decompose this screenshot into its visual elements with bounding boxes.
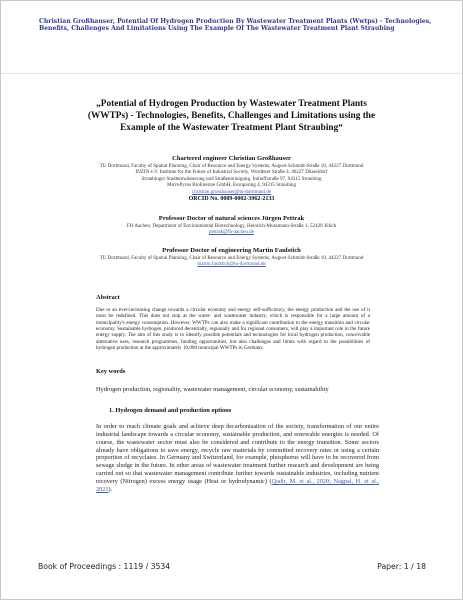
header-divider bbox=[1, 73, 462, 74]
author-affiliation: INZIN e.V. Institute for the Future of Industrial Society, Wordener Straße 4, 46227 Düsseldorf bbox=[135, 169, 328, 176]
author-email-link[interactable]: pettrak@fh-aachen.de bbox=[209, 229, 254, 236]
author-email-link[interactable]: martin.faulstich@tu-dortmund.de bbox=[197, 261, 266, 268]
author-email-link[interactable]: christian.grosshauser@tu-dortmund.de bbox=[191, 188, 272, 195]
section-body bbox=[96, 423, 379, 494]
author-affiliation: Straubinger Stadtentwässerung und Straßenreinigung, Imhoffstraße 97, 94315 Straubing bbox=[141, 175, 322, 182]
author-affiliation: TU Dortmund, Faculty of Spatial Planning, Chair of Resource and Energy Systems, August-Schmidt-Straße 10, 44227 Dortmund bbox=[99, 163, 364, 169]
page-footer bbox=[38, 562, 426, 571]
author-block-2 bbox=[61, 214, 402, 236]
author-name: Professor Doctor of engineering Martin Faulstich bbox=[162, 247, 301, 254]
author-affiliation: FH Aachen, Department of Environmental Biotechnology, Heinrich-Mussmann-Straße 1, 52428 Jülich bbox=[126, 223, 337, 229]
author-block-1 bbox=[61, 154, 402, 203]
section-text-end: ). bbox=[108, 485, 113, 493]
section-heading: 1. Hydrogen demand and production options bbox=[109, 407, 232, 414]
keywords-heading: Key words bbox=[96, 368, 126, 375]
abstract-heading: Abstract bbox=[96, 294, 120, 301]
paper-title: „Potential of Hydrogen Production by Wastewater Treatment Plants (WWTPs) - Technologies, Benefits, Challenges and Limitations using the Example of the Wastewater Treatment Plant Straubing“ bbox=[87, 99, 376, 133]
citation-link[interactable]: Qadir, M. et al., 2020; Nagpal, H. et al., 2021 bbox=[96, 477, 379, 493]
book-of-proceedings-counter: Book of Proceedings : 1119 / 3534 bbox=[38, 562, 171, 571]
abstract-text: Due to an ever-increasing change towards a circular economy and energy self-sufficiency, the energy production and the use of it must be redefined. This does not stop at the water- and wastewater industry, which is responsible for a large amount of a municipality's energy consumption. However, WWTPs can also make a significant contribution to the energy transition and circular economy. Sustainable hydrogen, produced decentrally, regionally and for regional consumers, will play a important role in the future energy supply. The aim of this study is to identify possible potentials and technologies for local hydrogen production, conceivable alternative uses, research programmes, funding opportunities, but also challenges and limits with regard to the possibilities of hydrogen production at the approximately 10,000 municipal WWTPs in Germany. bbox=[96, 307, 370, 352]
keywords-text: Hydrogen production, regionality, wastewater management, circular economy, sustainability bbox=[96, 386, 329, 393]
author-affiliation: MicroPyros BioEnerize GmbH, Europaring 4, 94315 Straubing bbox=[166, 182, 297, 189]
running-head: Christian Großhauser, Potential Of Hydrogen Production By Wastewater Treatment Plants (Wwtps) - Technologies, Benefits, Challenges And Limitations Using The Example Of The Wastewater Treatment Plant Straubing bbox=[39, 18, 432, 33]
author-name: Chartered engineer Christian Großhauser bbox=[172, 155, 291, 162]
author-block-3 bbox=[61, 246, 402, 268]
author-affiliation: TU Dortmund, Faculty of Spatial Planning, Chair of Resource and Energy Systems, August-Schmidt-Straße 10, 44227 Dortmund bbox=[99, 255, 364, 261]
paper-page-counter: Paper: 1 / 18 bbox=[377, 562, 426, 571]
orcid-number: ORCID No. 0009-0002-3962-2133 bbox=[188, 196, 275, 203]
section-text: In order to reach climate goals and achieve deep decarbonisation of the society, transformation of our entire industrial landscape towards a circular economy, sustainable production, and renewable energies is needed. Of course, the wastewater sector must also be considered and contribute to the energy transition. Some sectors already have obligations to save energy, recycle raw materials by committed recovery rates or using a certain proportion of recyclates. In Germany and Switzerland, for example, phosphorus will have to be recovered from sewage sludge in the future. In other areas of wastewater treatment further research and development are being carried out so that wastewater management contribute further towards sustainable industries, including nutrient recovery (Nitrogen) excess energy usage (Heat or hydrodynamic) ( bbox=[96, 423, 379, 485]
author-name: Professor Doctor of natural sciences Jürgen Pettrak bbox=[158, 215, 305, 222]
